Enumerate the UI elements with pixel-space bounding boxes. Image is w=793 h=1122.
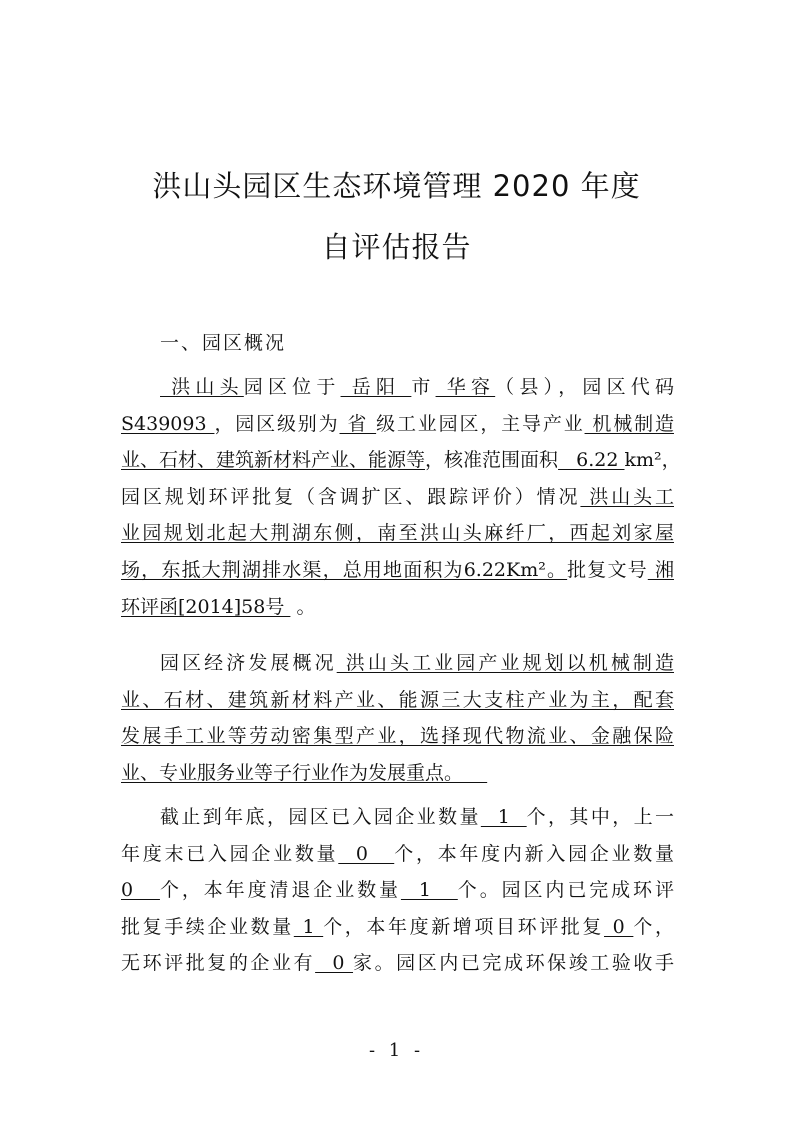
text-segment: 个。园区内已完成环评 xyxy=(457,879,674,902)
filled-blank: 湘 xyxy=(647,559,674,581)
filled-blank: 华容 xyxy=(435,376,496,398)
filled-blank: 洪山头工 xyxy=(580,485,674,508)
document-title-line-1: 洪山头园区生态环境管理 2020 年度 xyxy=(152,169,641,203)
text-segment: 个，本年度内新入园企业数量 xyxy=(394,842,674,865)
text-segment: 园区规划环评批复（含调扩区、跟踪评价）情况 xyxy=(121,485,581,508)
paragraph-2-line xyxy=(121,688,674,712)
filled-blank: 0 xyxy=(604,915,634,938)
paragraph-3-line xyxy=(121,915,674,939)
filled-blank: 岳阳 xyxy=(340,376,412,398)
filled-blank: 洪山头工业园产业规划以机械制造 xyxy=(336,652,674,674)
text-segment: 无环评批复的企业有 xyxy=(121,952,316,975)
text-segment: 个，本年度清退企业数量 xyxy=(159,879,401,902)
paragraph-2-line xyxy=(121,724,674,748)
filled-blank: 1 xyxy=(480,806,527,828)
paragraph-1-line xyxy=(121,448,681,472)
text-segment: 市 xyxy=(411,376,436,398)
paragraph-1-line xyxy=(160,375,674,399)
filled-blank: 洪山头 xyxy=(160,376,244,398)
text-segment: 园区经济发展概况 xyxy=(160,652,337,674)
section-heading: 一、园区概况 xyxy=(160,332,287,354)
text-segment: 个，其中，上一 xyxy=(526,806,674,828)
paragraph-3-line xyxy=(121,842,674,866)
filled-blank: 业、专业服务业等子行业作为发展重点。 xyxy=(121,761,488,784)
paragraph-2-line xyxy=(121,761,674,785)
filled-blank: 1 xyxy=(293,915,324,938)
filled-blank: 发展手工业等劳动密集型产业，选择现代物流业、金融保险 xyxy=(121,725,674,748)
paragraph-3-line xyxy=(160,805,674,829)
text-segment: 批复手续企业数量 xyxy=(121,915,294,938)
paragraph-1-line xyxy=(121,485,674,509)
filled-blank: 省 xyxy=(339,412,377,435)
paragraph-1-line xyxy=(121,412,674,436)
filled-blank: 0 xyxy=(121,879,160,902)
filled-blank: 0 xyxy=(338,842,395,865)
paragraph-1-line xyxy=(121,595,674,619)
text-segment: 。 xyxy=(290,595,316,618)
filled-blank: 业、石材、建筑新材料产业、能源三大支柱产业为主，配套 xyxy=(121,688,674,711)
page-number: - 1 - xyxy=(368,1040,425,1061)
filled-blank: 1 xyxy=(400,879,458,902)
paragraph-2-line xyxy=(160,651,674,675)
text-segment: 园区位于 xyxy=(243,376,341,398)
paragraph-1-line xyxy=(121,558,674,582)
filled-blank: 机械制造 xyxy=(584,412,674,435)
text-segment: 家。园区内已完成环保竣工验收手 xyxy=(353,952,674,975)
paragraph-3-line xyxy=(121,878,674,902)
text-segment: 年度末已入园企业数量 xyxy=(121,842,339,865)
filled-blank: 场，东抵大荆湖排水渠，总用地面积为6.22Km²。 xyxy=(121,559,568,581)
document-title-line-2: 自评估报告 xyxy=(321,230,472,264)
text-segment: km²， xyxy=(624,449,681,472)
paragraph-1-line xyxy=(121,521,674,545)
text-segment: （县），园区代码 xyxy=(495,376,674,398)
text-segment: ，园区级别为 xyxy=(214,412,340,435)
filled-blank: 0 xyxy=(315,952,354,975)
text-segment: 截止到年底，园区已入园企业数量 xyxy=(160,806,481,828)
filled-blank: 业园规划北起大荆湖东侧，南至洪山头麻纤厂，西起刘家屋 xyxy=(121,522,674,545)
text-segment: 个， xyxy=(633,915,674,938)
filled-blank: 环评函[2014]58号 xyxy=(121,595,291,618)
filled-blank: S439093 xyxy=(121,412,215,435)
filled-blank: 业、石材、建筑新材料产业、能源等 xyxy=(121,449,426,472)
text-segment: ，核准范围面积 xyxy=(425,449,559,472)
filled-blank: 6.22 xyxy=(558,449,625,472)
text-segment: 个，本年度新增项目环评批复 xyxy=(323,915,604,938)
text-segment: 批复文号 xyxy=(567,559,648,581)
text-segment: 级工业园区，主导产业 xyxy=(376,412,585,435)
paragraph-3-line xyxy=(121,951,674,975)
